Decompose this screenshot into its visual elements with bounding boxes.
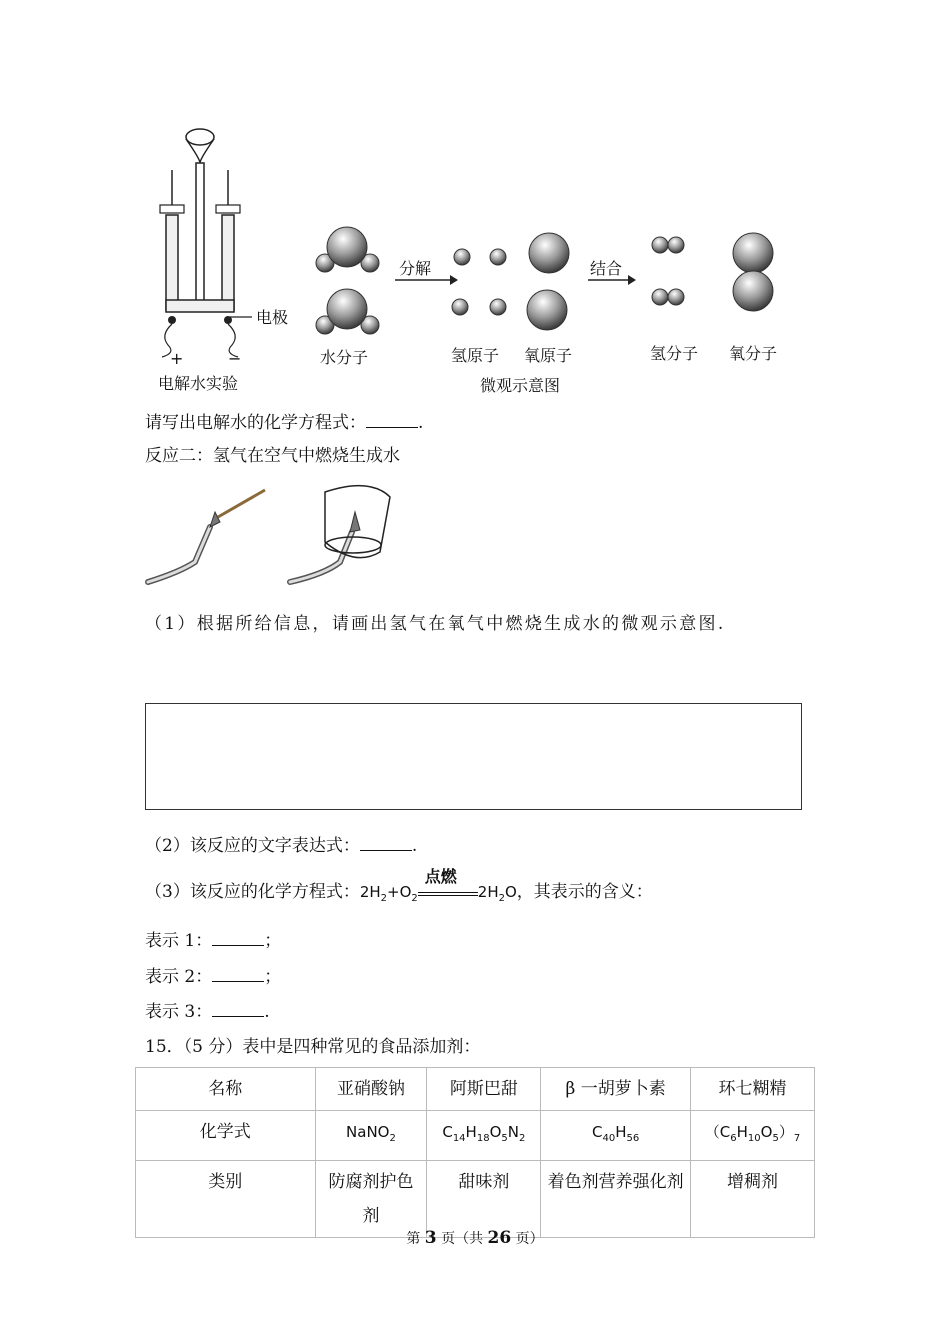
table-cell: 着色剂营养强化剂 [541,1161,691,1238]
micro-caption: 微观示意图 [480,376,561,395]
reaction-condition [418,866,478,903]
footer-mid: 页（共 [436,1231,488,1247]
meaning-2 [145,964,281,989]
water-molecule-label: 水分子 [320,348,369,367]
table-cell: 环七糊精 [691,1068,815,1111]
decompose-label: 分解 [399,259,432,278]
table-cell: β 一胡萝卜素 [541,1068,691,1111]
meaning-label: 表示 1： [145,931,213,951]
meaning-label: 表示 2： [145,967,213,987]
micro-diagram-figure [310,225,790,345]
q2-text: （2）该反应的文字表达式： [145,836,360,856]
q2-end: . [411,836,418,856]
meaning-1 [145,928,281,953]
o-atom-label: 氧原子 [524,346,573,365]
electrolysis-question-text: 请写出电解水的化学方程式： [145,413,366,433]
page-footer [0,1228,950,1248]
o2-molecule-label: 氧分子 [729,344,778,363]
table-cell: 防腐剂护色剂 [315,1161,427,1238]
answer-blank[interactable] [366,410,418,428]
footer-post: 页） [511,1231,544,1247]
h2-molecule-label: 氢分子 [650,344,699,363]
table-cell: 甜味剂 [427,1161,541,1238]
table-row [136,1068,815,1111]
meaning-end: . [264,1002,270,1022]
h-atom-label: 氢原子 [451,346,500,365]
electrode-label: 电极 [256,308,289,327]
meaning-end: ； [264,967,282,987]
total-pages: 26 [487,1228,512,1248]
answer-blank[interactable] [212,999,264,1017]
electrolysis-question [145,410,423,435]
table-cell: 增稠剂 [691,1161,815,1238]
q3-line [145,866,653,911]
table-cell: 亚硝酸钠 [315,1068,427,1111]
table-cell: 名称 [136,1068,316,1111]
q3-text: （3）该反应的化学方程式： [145,882,360,902]
combine-label: 结合 [590,259,623,278]
plus-sign: + [170,349,184,368]
table-cell: 阿斯巴甜 [427,1068,541,1111]
meaning-3 [145,999,270,1024]
q3-end: ，其表示的含义： [516,882,653,902]
page-number: 3 [424,1228,437,1248]
hydrogen-burning-figure [140,482,410,594]
meaning-label: 表示 3： [145,1002,213,1022]
answer-blank[interactable] [212,928,264,946]
answer-blank[interactable] [360,833,412,851]
drawing-answer-box[interactable] [145,703,802,810]
question-15: 15．（5 分）表中是四种常见的食品添加剂： [145,1037,481,1057]
electrolysis-apparatus-figure [140,125,310,365]
q1-text: （1）根据所给信息，请画出氢气在氧气中燃烧生成水的微观示意图. [145,614,726,634]
meaning-end: ； [264,931,282,951]
formula-carotene: $C_{40}H_{56}$ [541,1111,691,1161]
formula-aspartame: $C_{14}H_{18}O_5N_2$ [427,1111,541,1161]
table-cell: 化学式 [136,1111,316,1161]
table-cell: 类别 [136,1161,316,1238]
equation-right: $2H_2O$ [477,883,517,904]
electrolysis-question-end: . [418,413,424,433]
formula-cyclodextrin: $(C_6H_{10}O_5)_7$ [691,1111,815,1161]
electrolysis-caption: 电解水实验 [158,374,239,393]
condition-text: 点燃 [424,866,457,886]
reaction-two-text: 反应二：氢气在空气中燃烧生成水 [145,446,400,466]
double-line [418,892,478,896]
equation-left: $2H_2+O_2$ [359,883,418,904]
q2-line [145,833,417,858]
answer-blank[interactable] [212,964,264,982]
minus-sign: − [228,349,242,368]
formula-nano2: NaNO$_2$ [315,1111,427,1161]
food-additives-table [135,1067,815,1238]
footer-pre: 第 [406,1231,425,1247]
table-row [136,1111,815,1161]
table-row [136,1161,815,1238]
